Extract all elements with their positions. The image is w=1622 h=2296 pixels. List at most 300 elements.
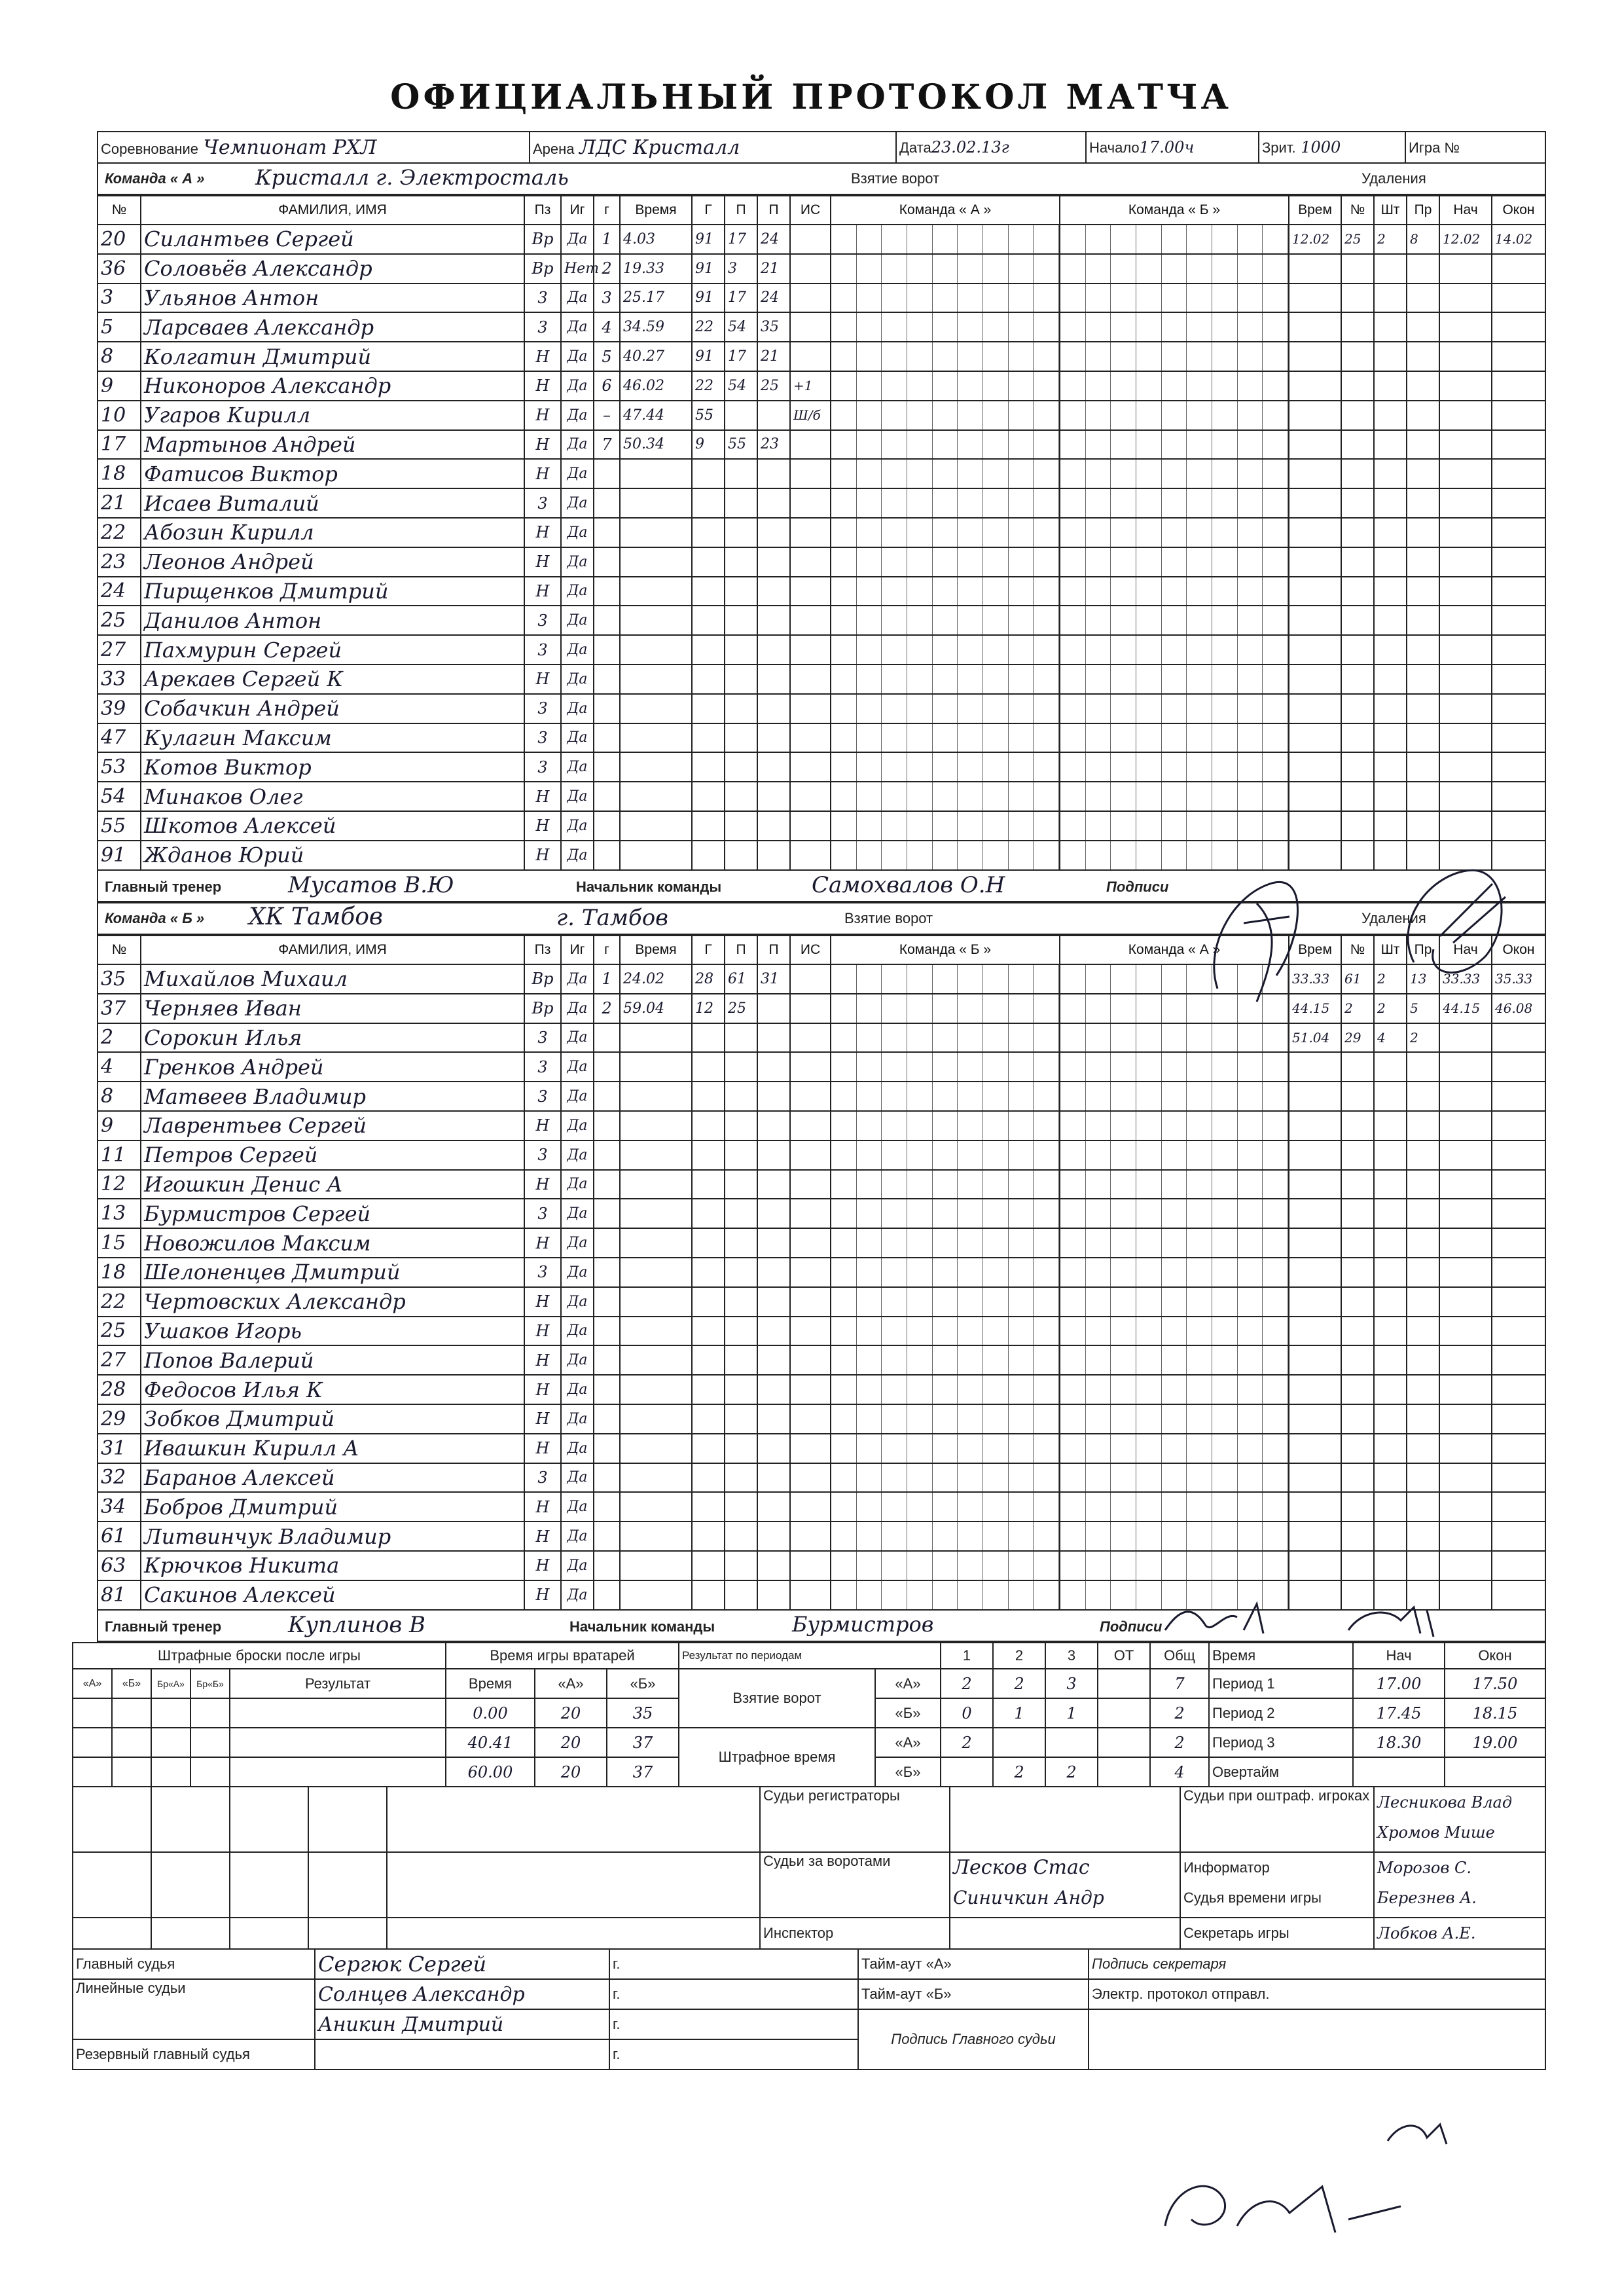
team-b-name: ХК Тамбов [249,903,383,930]
goal-assist-2 [757,994,790,1023]
goal-scorer: 28 [692,964,725,994]
penalty-time [1289,1199,1341,1228]
penalty-player [1341,1375,1374,1404]
goal-index: 6 [594,371,620,401]
player-row [98,1111,1545,1140]
penalty-minutes [1374,488,1407,518]
player-played: Да [561,1492,594,1522]
goalie-col-time: Время [446,1669,535,1698]
penalty-time [1289,342,1341,371]
player-name: Собачкин Андрей [141,694,524,723]
team-b-sign-label: Подписи [1100,1618,1162,1635]
pim-team-b: «Б» [875,1757,941,1787]
goal-time [620,518,692,547]
on-ice-grid-own [831,1404,1060,1434]
grid-a-label: Команда « А » [831,196,1060,225]
penalty-time [1289,1140,1341,1170]
goal-assist-2 [757,577,790,606]
penalty-minutes [1374,1434,1407,1463]
penalty-time [1289,547,1341,577]
penalty-start [1439,752,1492,782]
goal-scorer [692,811,725,841]
goal-scorer: 12 [692,994,725,1023]
penalty-minutes [1374,518,1407,547]
player-number: 20 [98,225,141,254]
penalty-end [1492,1404,1545,1434]
shootout-header: Штрафные броски после игры [73,1643,446,1669]
goal-time [620,841,692,870]
col-goal: г [594,196,620,225]
player-played: Да [561,694,594,723]
penalty-end [1492,606,1545,635]
player-position: Н [524,1345,561,1375]
goal-scorer [692,694,725,723]
player-number: 2 [98,1023,141,1053]
penalty-minutes [1374,1228,1407,1258]
goal-assist-2 [757,1082,790,1111]
goal-situation [790,1580,831,1610]
on-ice-grid-opp [1060,1170,1289,1199]
goalie-row-2-a: 20 [535,1728,607,1757]
player-name: Котов Виктор [141,752,524,782]
player-played: Да [561,518,594,547]
pen-judge-1: Лесникова Влад [1377,1793,1513,1812]
player-name: Гренков Андрей [141,1052,524,1082]
goal-index [594,1375,620,1404]
team-a-manager: Самохвалов О.Н [812,872,1005,898]
city-2: г. [609,1979,858,2009]
player-row [98,1345,1545,1375]
player-name: Лаврентьев Сергей [141,1111,524,1140]
penalty-end: 14.02 [1492,225,1545,254]
penalty-end: 35.33 [1492,964,1545,994]
penalty-start [1439,1258,1492,1287]
player-row [98,1492,1545,1522]
on-ice-grid-own [831,1082,1060,1111]
penalty-reason [1407,488,1439,518]
secretary-signature [1381,2115,1460,2154]
penalty-reason [1407,1170,1439,1199]
goal-assist-1 [725,1580,757,1610]
player-played: Да [561,283,594,313]
goal-situation [790,1345,831,1375]
on-ice-grid-opp [1060,283,1289,313]
penalty-minutes [1374,401,1407,430]
goal-situation [790,547,831,577]
player-name: Минаков Олег [141,782,524,811]
player-position: Н [524,1228,561,1258]
player-number: 8 [98,342,141,371]
penalty-end [1492,1551,1545,1580]
penalty-player [1341,1082,1374,1111]
player-played: Да [561,1052,594,1082]
inspector-label: Инспектор [760,1918,950,1949]
penalty-reason [1407,635,1439,665]
player-played: Да [561,225,594,254]
penalty-minutes [1374,1345,1407,1375]
penalty-minutes [1374,1052,1407,1082]
player-number: 27 [98,1345,141,1375]
col-p2: П [757,196,790,225]
player-played: Да [561,577,594,606]
on-ice-grid-opp [1060,752,1289,782]
goal-time: 25.17 [620,283,692,313]
reserve-label: Резервный главный судья [73,2039,315,2069]
penalty-start [1439,665,1492,694]
goal-index [594,1580,620,1610]
player-played: Да [561,1317,594,1346]
goal-index [594,841,620,870]
goal-scorer [692,1199,725,1228]
goal-time: 50.34 [620,430,692,460]
penalty-minutes [1374,312,1407,342]
col-g: Г [692,936,725,964]
goal-assist-2 [757,1345,790,1375]
penalty-minutes [1374,1199,1407,1228]
goal-time [620,459,692,488]
goal-time [620,811,692,841]
on-ice-grid-own [831,694,1060,723]
linesman-2: Аникин Дмитрий [315,2009,609,2039]
pen-judge-2: Хромов Мише [1377,1823,1495,1842]
player-played: Да [561,1463,594,1493]
goals-a-total: 7 [1150,1669,1209,1698]
grid-b-label: Команда « Б » [1060,196,1289,225]
goal-time [620,606,692,635]
on-ice-grid-own [831,964,1060,994]
penalty-time: 44.15 [1289,994,1341,1023]
goal-assist-1: 54 [725,371,757,401]
goal-situation [790,1023,831,1053]
player-row [98,459,1545,488]
goal-assist-1 [725,1199,757,1228]
player-name: Леонов Андрей [141,547,524,577]
goal-time: 4.03 [620,225,692,254]
col-name: ФАМИЛИЯ, ИМЯ [141,196,524,225]
player-number: 21 [98,488,141,518]
player-played: Да [561,1228,594,1258]
goal-scorer [692,1434,725,1463]
player-row [98,1434,1545,1463]
grid-a-label: Команда « Б » [831,936,1060,964]
penalty-end [1492,283,1545,313]
penalty-minutes [1374,371,1407,401]
goal-index [594,547,620,577]
player-position: 3 [524,1023,561,1053]
penalty-player [1341,635,1374,665]
goal-time [620,723,692,753]
on-ice-grid-own [831,371,1060,401]
player-row [98,606,1545,635]
penalty-end [1492,694,1545,723]
penalty-player [1341,752,1374,782]
penalty-start [1439,254,1492,283]
penalty-start [1439,1317,1492,1346]
player-row [98,401,1545,430]
period-col-1: 1 [941,1643,993,1669]
goal-index [594,1052,620,1082]
goal-assist-1 [725,1434,757,1463]
player-played: Да [561,1375,594,1404]
on-ice-grid-opp [1060,488,1289,518]
goal-situation [790,1317,831,1346]
goal-assist-1 [725,1317,757,1346]
goals-a-p1: 2 [941,1669,993,1698]
penalty-time [1289,1287,1341,1317]
goal-index [594,1111,620,1140]
player-name: Жданов Юрий [141,841,524,870]
penalty-end [1492,430,1545,460]
goal-index [594,1551,620,1580]
goal-situation [790,1287,831,1317]
pim-team-a: «А» [875,1728,941,1757]
goal-judges-label: Судьи за воротами [760,1852,950,1918]
pen-col-end: Окон [1492,936,1545,964]
player-row [98,225,1545,254]
goal-assist-1: 17 [725,283,757,313]
penalty-reason [1407,1140,1439,1170]
penalty-reason [1407,752,1439,782]
player-row [98,1258,1545,1287]
competition-value: Чемпионат РХЛ [203,136,377,159]
date-value: 23.02.13г [931,138,1009,156]
player-position: Н [524,1434,561,1463]
timeout-b: Тайм-аут «Б» [858,1979,1089,2009]
goal-situation [790,1375,831,1404]
on-ice-grid-opp [1060,723,1289,753]
player-name: Никоноров Александр [141,371,524,401]
penalty-reason [1407,782,1439,811]
penalty-player [1341,665,1374,694]
goal-assist-1 [725,1052,757,1082]
penalty-start [1439,635,1492,665]
player-name: Крючков Никита [141,1551,524,1580]
goal-scorer [692,1258,725,1287]
player-position: Н [524,1404,561,1434]
times-col-end: Окон [1445,1643,1545,1669]
player-name: Силантьев Сергей [141,225,524,254]
player-played: Нет [561,254,594,283]
goal-assist-1 [725,518,757,547]
main-ref-value: Сергюк Сергей [315,1949,609,1979]
penalty-reason [1407,283,1439,313]
goal-index [594,1345,620,1375]
penalty-start [1439,1170,1492,1199]
player-row [98,665,1545,694]
main-referee-signature [1152,2160,1427,2246]
period-3-start: 18.30 [1353,1728,1445,1757]
pim-b-ot [1098,1757,1150,1787]
goal-situation [790,430,831,460]
player-played: Да [561,1580,594,1610]
on-ice-grid-own [831,1111,1060,1140]
penalty-reason [1407,254,1439,283]
penalty-reason [1407,1052,1439,1082]
penalty-start [1439,1082,1492,1111]
player-position: Н [524,811,561,841]
on-ice-grid-opp [1060,782,1289,811]
goal-time [620,782,692,811]
penalty-time [1289,665,1341,694]
pim-label: Штрафное время [679,1728,875,1787]
on-ice-grid-opp [1060,1258,1289,1287]
team-signatures [1178,845,1545,1021]
on-ice-grid-opp [1060,547,1289,577]
penalty-minutes [1374,752,1407,782]
col-play: Иг [561,196,594,225]
goalie-row-1-b: 35 [607,1698,679,1728]
arena-label: Арена [533,140,575,157]
player-played: Да [561,430,594,460]
secretary-value: Лобков А.Е. [1374,1918,1545,1949]
pim-a-p3 [1045,1728,1098,1757]
penalty-end [1492,1492,1545,1522]
goal-index [594,1287,620,1317]
penalty-end [1492,1228,1545,1258]
col-g: Г [692,196,725,225]
player-number: 5 [98,312,141,342]
pen-col-start: Нач [1439,936,1492,964]
penalty-reason [1407,1375,1439,1404]
penalty-minutes [1374,1111,1407,1140]
penalty-time [1289,752,1341,782]
player-number: 17 [98,430,141,460]
player-position: 3 [524,1463,561,1493]
goal-scorer [692,547,725,577]
penalty-end [1492,782,1545,811]
player-played: Да [561,1345,594,1375]
player-row [98,1228,1545,1258]
goal-scorer [692,723,725,753]
on-ice-grid-opp [1060,1522,1289,1551]
goal-assist-2: 24 [757,225,790,254]
penalty-player: 2 [1341,994,1374,1023]
goal-index [594,577,620,606]
penalty-reason [1407,1258,1439,1287]
goals-a-p2: 2 [993,1669,1045,1698]
on-ice-grid-opp [1060,225,1289,254]
goal-scorer [692,1492,725,1522]
goal-situation [790,635,831,665]
penalty-minutes [1374,635,1407,665]
penalty-minutes [1374,1551,1407,1580]
player-played: Да [561,1287,594,1317]
team-b-penalties-header: Удаления [1361,910,1426,926]
shootout-col-brb: Бр«Б» [190,1669,230,1698]
player-played: Да [561,606,594,635]
col-name: ФАМИЛИЯ, ИМЯ [141,936,524,964]
penalty-time [1289,1434,1341,1463]
period-3-end: 19.00 [1445,1728,1545,1757]
player-row [98,1463,1545,1493]
on-ice-grid-own [831,606,1060,635]
goal-assist-1 [725,752,757,782]
city-3: г. [609,2009,858,2039]
game-label: Игра № [1409,139,1460,156]
player-number: 53 [98,752,141,782]
player-position: 3 [524,694,561,723]
penalty-player [1341,1404,1374,1434]
goal-assist-1 [725,1492,757,1522]
team-a-title-row [97,162,1546,195]
period-2-end: 18.15 [1445,1698,1545,1728]
team-b-manager-label: Начальник команды [569,1618,715,1635]
player-played: Да [561,371,594,401]
goal-assist-2 [757,518,790,547]
player-number: 32 [98,1463,141,1493]
penalty-time [1289,1345,1341,1375]
penalty-start [1439,1434,1492,1463]
penalty-start [1439,488,1492,518]
on-ice-grid-own [831,1463,1060,1493]
penalty-minutes [1374,665,1407,694]
penalty-end [1492,371,1545,401]
penalty-end: 46.08 [1492,994,1545,1023]
goal-assist-2 [757,1052,790,1082]
player-number: 12 [98,1170,141,1199]
goals-team-b: «Б» [875,1698,941,1728]
goal-time [620,1228,692,1258]
player-position: Н [524,1170,561,1199]
penalty-end [1492,1170,1545,1199]
goal-assist-2 [757,665,790,694]
player-row [98,1287,1545,1317]
goal-scorer [692,752,725,782]
goal-index [594,1170,620,1199]
player-row [98,1052,1545,1082]
player-row [98,1023,1545,1053]
player-number: 23 [98,547,141,577]
player-row [98,811,1545,841]
goal-scorer [692,1551,725,1580]
on-ice-grid-opp [1060,312,1289,342]
player-position: Н [524,1111,561,1140]
on-ice-grid-opp [1060,577,1289,606]
col-num: № [98,196,141,225]
penalty-reason [1407,1317,1439,1346]
penalty-player [1341,254,1374,283]
penalty-reason [1407,811,1439,841]
player-played: Да [561,994,594,1023]
player-row [98,1317,1545,1346]
penalty-end [1492,1434,1545,1463]
pen-col-num: № [1341,936,1374,964]
player-number: 18 [98,459,141,488]
player-name: Федосов Илья К [141,1375,524,1404]
on-ice-grid-own [831,1228,1060,1258]
goal-index [594,1140,620,1170]
on-ice-grid-opp [1060,254,1289,283]
goal-index [594,1434,620,1463]
penalty-start: 12.02 [1439,225,1492,254]
on-ice-grid-opp [1060,1434,1289,1463]
penalty-time [1289,1111,1341,1140]
col-p2: П [757,936,790,964]
goal-assist-2 [757,694,790,723]
player-number: 54 [98,782,141,811]
overtime-start [1353,1757,1445,1787]
player-number: 91 [98,841,141,870]
times-col-start: Нач [1353,1643,1445,1669]
player-number: 25 [98,1317,141,1346]
pim-b-p2: 2 [993,1757,1045,1787]
penalty-reason [1407,1345,1439,1375]
player-row [98,518,1545,547]
goal-assist-1: 17 [725,342,757,371]
penalty-minutes [1374,1287,1407,1317]
penalty-player [1341,371,1374,401]
player-played: Да [561,1199,594,1228]
